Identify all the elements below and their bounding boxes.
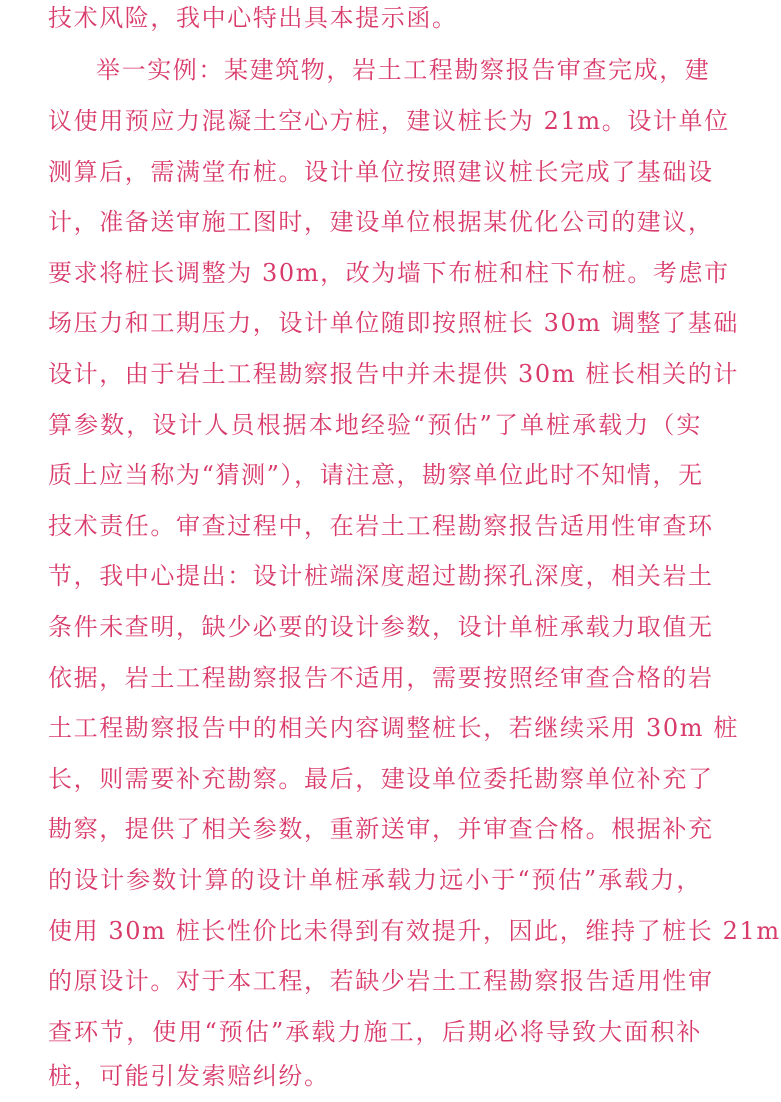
text-line: 场压力和工期压力，设计单位随即按照桩长 30m 调整了基础 [48, 309, 739, 337]
text-line: 计，准备送审施工图时，建设单位根据某优化公司的建议， [48, 208, 714, 236]
text-line: 算参数，设计人员根据本地经验“预估”了单桩承载力（实 [48, 411, 702, 439]
text-line: 测算后，需满堂布桩。设计单位按照建议桩长完成了基础设 [48, 158, 714, 186]
paragraph-first-line: 举一实例：某建筑物，岩土工程勘察报告审查完成，建 [96, 56, 711, 84]
text-line: 勘察，提供了相关参数，重新送审，并审查合格。根据补充 [48, 815, 714, 843]
text-line: 的原设计。对于本工程，若缺少岩土工程勘察报告适用性审 [48, 967, 714, 995]
text-line: 使用 30m 桩长性价比未得到有效提升，因此，维持了桩长 21m [48, 917, 781, 945]
text-line: 节，我中心提出：设计桩端深度超过勘探孔深度，相关岩土 [48, 562, 714, 590]
text-line: 设计，由于岩土工程勘察报告中并未提供 30m 桩长相关的计 [48, 360, 739, 388]
text-line: 技术责任。审查过程中，在岩土工程勘察报告适用性审查环 [48, 512, 714, 540]
text-line: 的设计参数计算的设计单桩承载力远小于“预估”承载力， [48, 866, 702, 894]
text-line: 质上应当称为“猜测”），请注意，勘察单位此时不知情，无 [48, 461, 704, 489]
text-line: 土工程勘察报告中的相关内容调整桩长，若继续采用 30m 桩 [48, 714, 739, 742]
text-line: 桩，可能引发索赔纠纷。 [48, 1062, 330, 1090]
text-line: 长，则需要补充勘察。最后，建设单位委托勘察单位补充了 [48, 765, 714, 793]
text-line: 技术风险，我中心特出具本提示函。 [48, 4, 458, 32]
text-line: 要求将桩长调整为 30m，改为墙下布桩和柱下布桩。考虑市 [48, 259, 730, 287]
text-line: 议使用预应力混凝土空心方桩，建议桩长为 21m。设计单位 [48, 107, 730, 135]
text-line: 查环节，使用“预估”承载力施工，后期必将导致大面积补 [48, 1018, 702, 1046]
text-line: 依据，岩土工程勘察报告不适用，需要按照经审查合格的岩 [48, 664, 714, 692]
text-line: 条件未查明，缺少必要的设计参数，设计单桩承载力取值无 [48, 613, 714, 641]
